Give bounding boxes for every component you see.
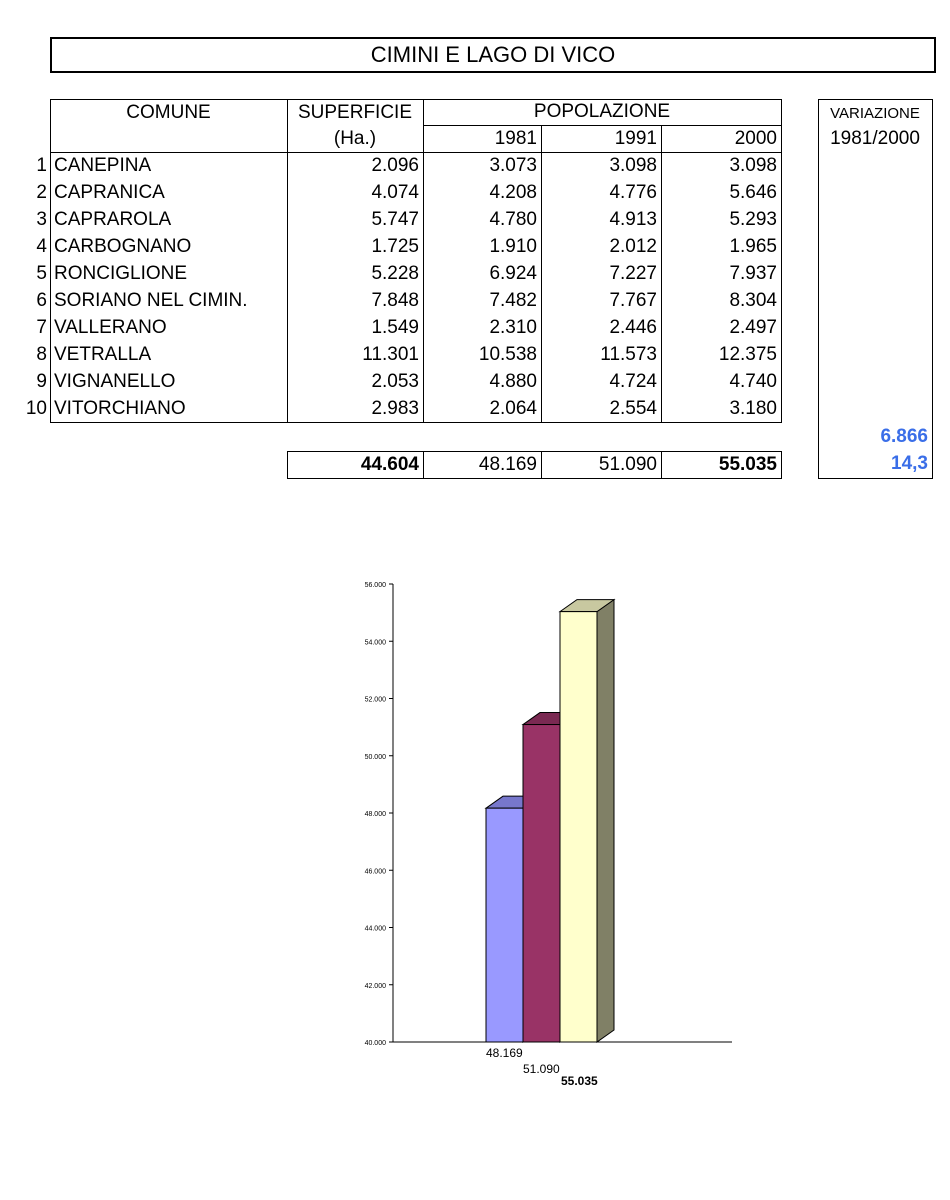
row-number: 2 — [36, 182, 47, 203]
y-tick-label: 46.000 — [364, 868, 386, 876]
row-pop-1981: 2.310 — [489, 317, 537, 338]
y-tick-label: 50.000 — [364, 753, 386, 761]
row-pop-2000: 5.646 — [729, 182, 777, 203]
header-popolazione: POPOLAZIONE — [533, 101, 671, 122]
row-pop-1981: 7.482 — [489, 290, 537, 311]
row-superficie: 4.074 — [371, 182, 419, 203]
row-number: 3 — [36, 209, 47, 230]
total-pop-1991: 51.090 — [598, 454, 657, 475]
header-year-2000: 2000 — [734, 128, 777, 149]
row-pop-1981: 10.538 — [478, 344, 537, 365]
row-pop-2000: 4.740 — [729, 371, 777, 392]
row-number: 8 — [36, 344, 47, 365]
y-tick-label: 56.000 — [364, 582, 386, 589]
table-right-border — [781, 99, 782, 422]
row-comune: CANEPINA — [54, 155, 152, 176]
row-pop-1981: 1.910 — [489, 236, 537, 257]
row-number: 6 — [36, 290, 47, 311]
bar-value-label: 55.035 — [561, 1074, 598, 1088]
row-number: 5 — [36, 263, 47, 284]
row-comune: VETRALLA — [54, 344, 152, 365]
population-chart — [340, 570, 750, 1100]
row-pop-2000: 8.304 — [729, 290, 777, 311]
row-number: 7 — [36, 317, 47, 338]
totals-bottom-border — [287, 478, 782, 479]
row-pop-2000: 2.497 — [729, 317, 777, 338]
row-comune: VALLERANO — [54, 317, 167, 338]
total-pop-1981: 48.169 — [478, 454, 537, 475]
row-pop-2000: 5.293 — [729, 209, 777, 230]
variazione-left-border — [818, 99, 819, 478]
row-superficie: 7.848 — [371, 290, 419, 311]
header-year-1981: 1981 — [494, 128, 537, 149]
row-pop-1991: 4.776 — [609, 182, 657, 203]
row-comune: SORIANO NEL CIMIN. — [54, 290, 248, 311]
y-tick-label: 40.000 — [364, 1040, 386, 1047]
y-tick-label: 54.000 — [364, 639, 386, 647]
row-pop-1991: 2.012 — [609, 236, 657, 257]
row-pop-1991: 7.227 — [609, 263, 657, 284]
bar-1981 — [486, 808, 523, 1042]
variazione-period: 1981/2000 — [830, 128, 920, 149]
row-pop-1981: 4.208 — [489, 182, 537, 203]
row-pop-2000: 3.098 — [729, 155, 777, 176]
totals-col-divider — [781, 451, 782, 478]
row-comune: CARBOGNANO — [54, 236, 192, 257]
bar-2000 — [560, 612, 597, 1042]
row-superficie: 1.725 — [371, 236, 419, 257]
row-superficie: 5.747 — [371, 209, 419, 230]
y-tick-label: 48.000 — [364, 811, 386, 818]
row-superficie: 11.301 — [362, 344, 419, 365]
y-tick-label: 52.000 — [364, 696, 386, 704]
header-superficie: SUPERFICIE — [297, 102, 413, 123]
row-number: 9 — [36, 371, 47, 392]
row-pop-2000: 1.965 — [729, 236, 777, 257]
bar-value-label: 51.090 — [523, 1062, 560, 1076]
table-left-border — [50, 99, 51, 422]
row-pop-1991: 2.446 — [609, 317, 657, 338]
row-pop-1981: 4.880 — [489, 371, 537, 392]
table-bottom-border — [50, 422, 782, 423]
row-pop-1981: 3.073 — [489, 155, 537, 176]
variazione-header: VARIAZIONE — [830, 105, 920, 122]
y-tick-label: 44.000 — [364, 925, 386, 933]
row-superficie: 5.228 — [371, 263, 419, 284]
row-comune: RONCIGLIONE — [54, 263, 188, 284]
row-pop-2000: 3.180 — [729, 398, 777, 419]
header-comune: COMUNE — [126, 102, 211, 123]
variazione-bottom-border — [818, 478, 933, 479]
variazione-absolute: 6.866 — [880, 426, 928, 447]
row-comune: VIGNANELLO — [54, 371, 176, 392]
row-pop-1981: 2.064 — [489, 398, 537, 419]
row-pop-1981: 4.780 — [489, 209, 537, 230]
variazione-right-border — [932, 99, 933, 478]
row-comune: CAPRANICA — [54, 182, 165, 203]
row-pop-2000: 7.937 — [729, 263, 777, 284]
variazione-percent: 14,3 — [891, 453, 928, 474]
row-pop-1991: 4.724 — [609, 371, 657, 392]
bar-value-label: 48.169 — [486, 1046, 523, 1060]
bar-side-2000 — [597, 600, 614, 1042]
y-tick-label: 42.000 — [364, 982, 386, 990]
row-pop-1981: 6.924 — [489, 263, 537, 284]
bar-1991 — [523, 725, 560, 1042]
row-superficie: 2.053 — [371, 371, 419, 392]
row-comune: VITORCHIANO — [54, 398, 186, 419]
row-superficie: 2.983 — [371, 398, 419, 419]
row-pop-2000: 12.375 — [718, 344, 777, 365]
row-pop-1991: 7.767 — [609, 290, 657, 311]
page-title: CIMINI E LAGO DI VICO — [50, 37, 936, 73]
header-year-1991: 1991 — [614, 128, 657, 149]
row-number: 1 — [36, 155, 47, 176]
row-comune: CAPRAROLA — [54, 209, 172, 230]
row-pop-1991: 11.573 — [600, 344, 657, 365]
row-superficie: 1.549 — [371, 317, 419, 338]
row-pop-1991: 4.913 — [609, 209, 657, 230]
total-pop-2000: 55.035 — [718, 454, 777, 475]
row-number: 4 — [36, 236, 47, 257]
row-pop-1991: 2.554 — [609, 398, 657, 419]
row-superficie: 2.096 — [371, 155, 419, 176]
row-pop-1991: 3.098 — [609, 155, 657, 176]
total-superficie: 44.604 — [360, 454, 419, 475]
row-number: 10 — [25, 398, 47, 419]
header-superficie-unit: (Ha.) — [333, 128, 377, 149]
